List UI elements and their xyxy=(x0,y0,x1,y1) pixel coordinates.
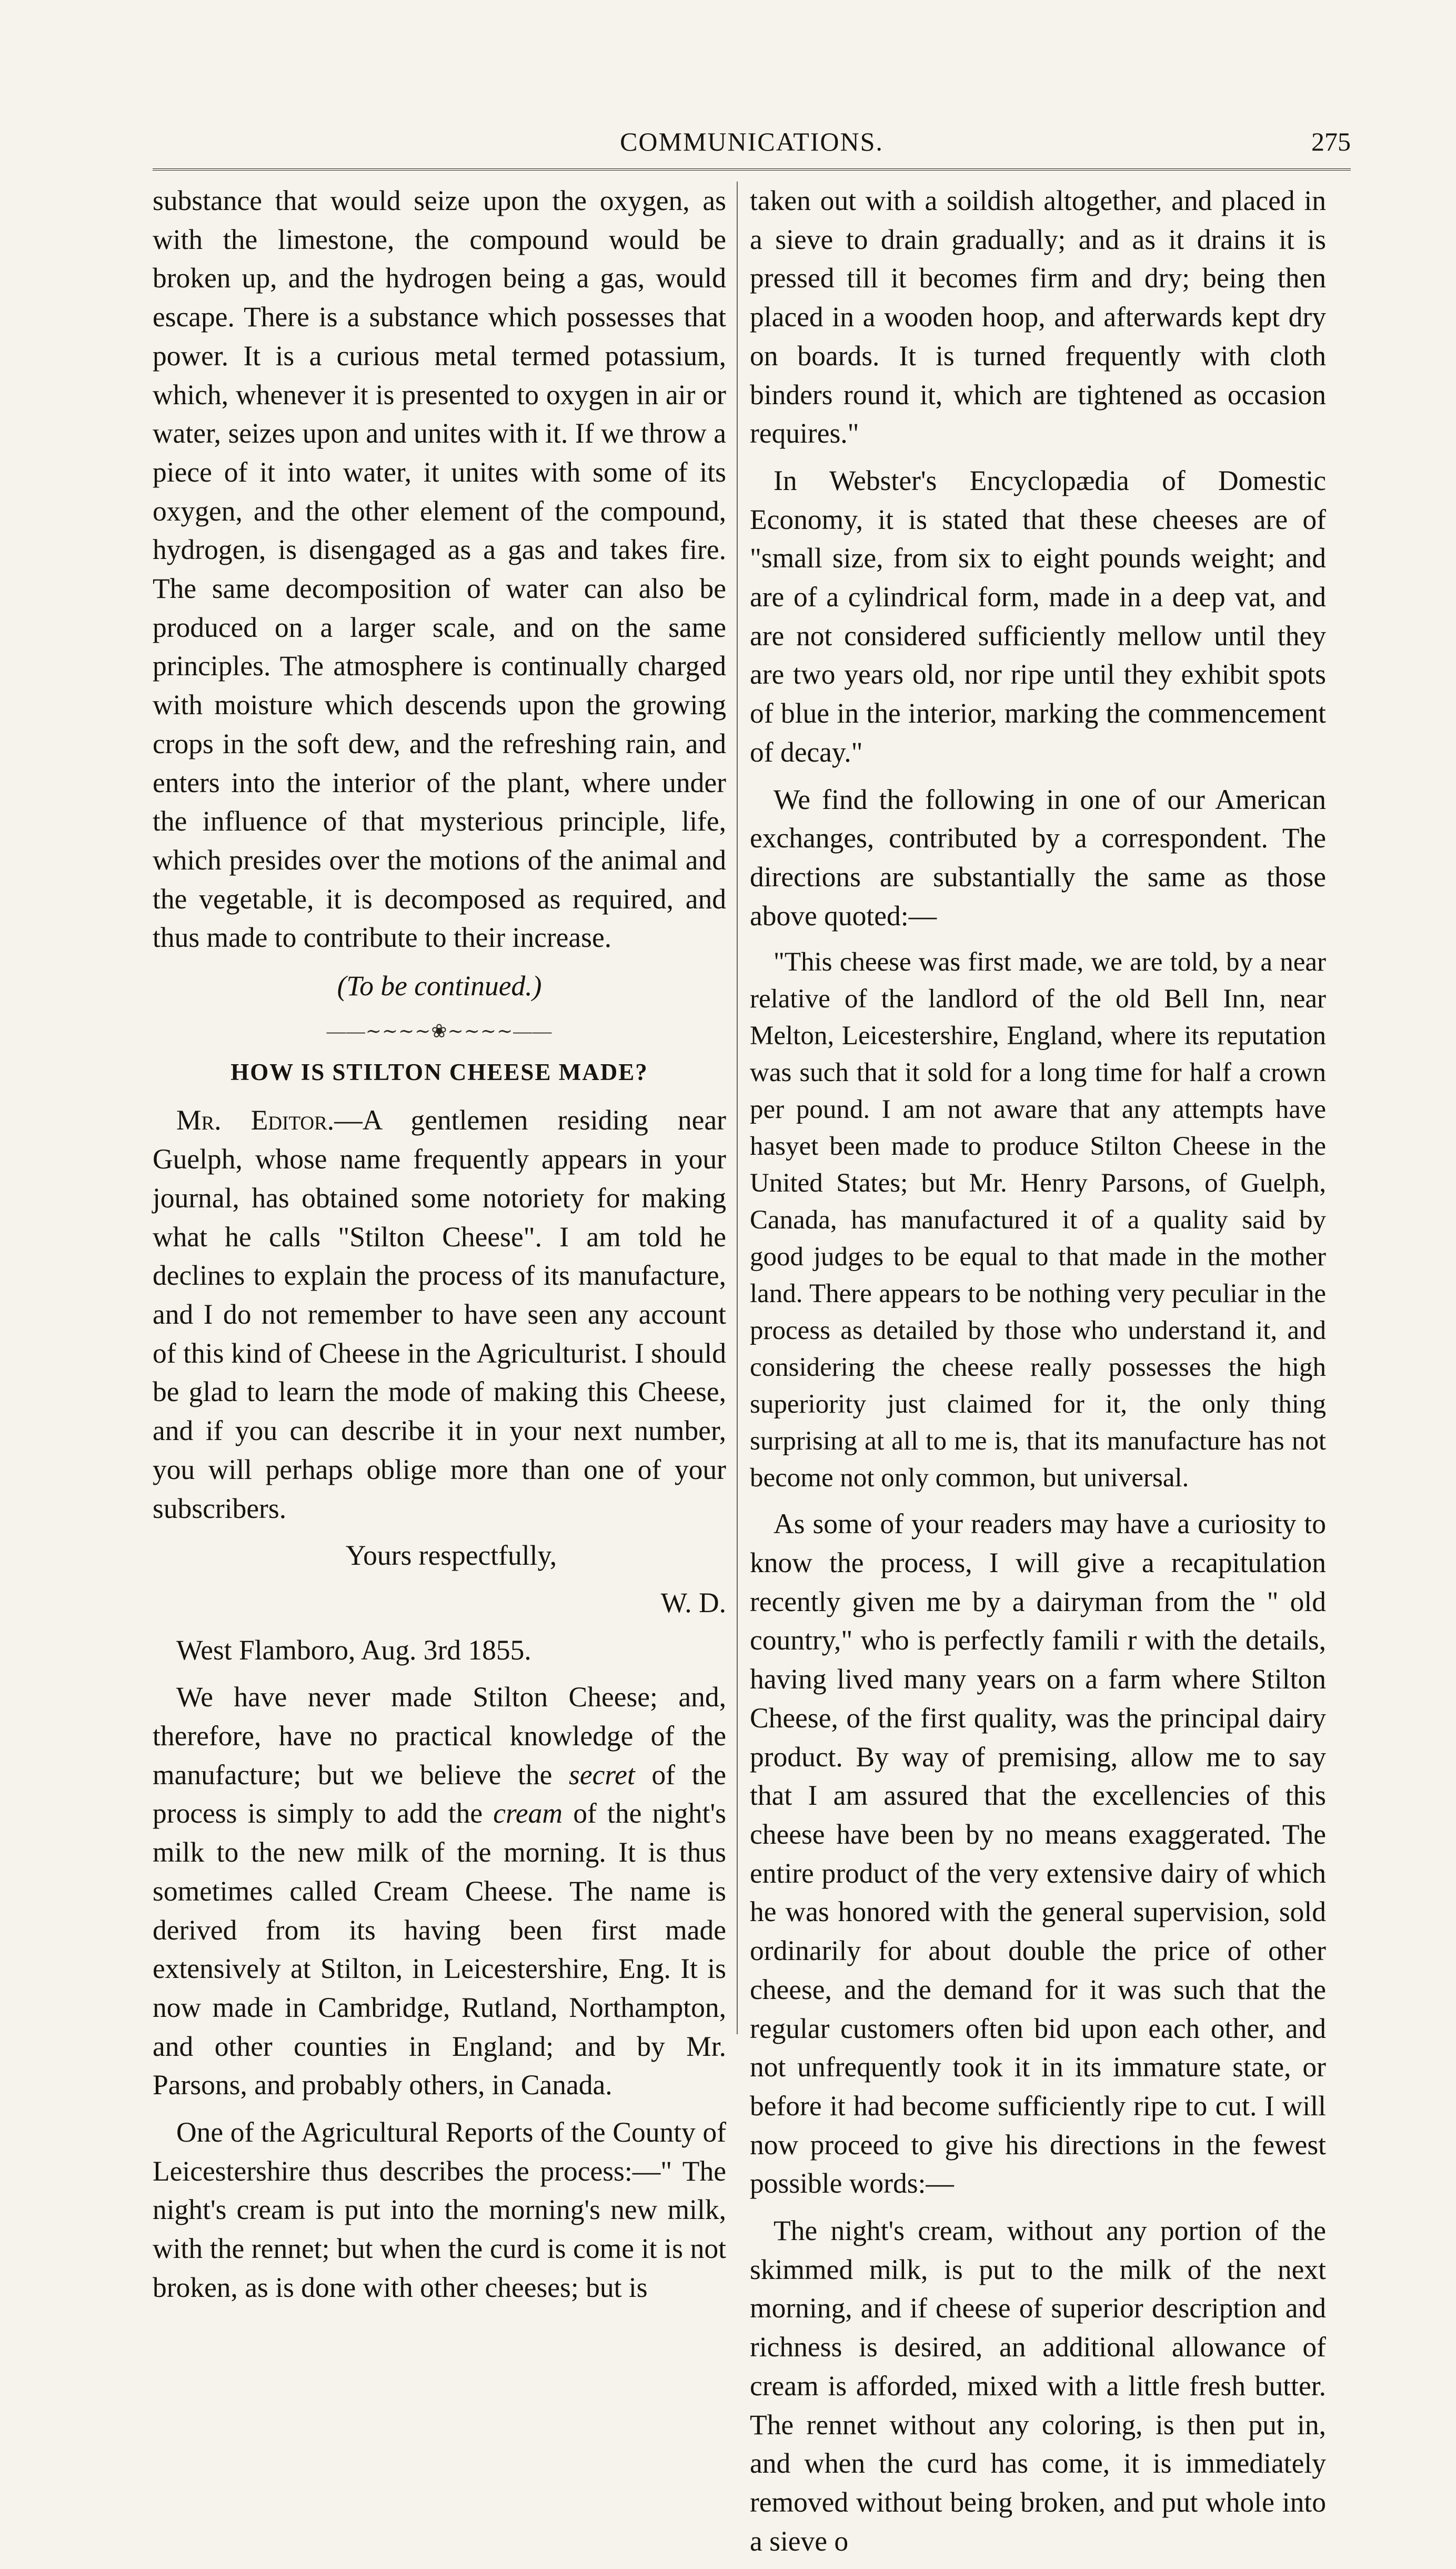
running-header xyxy=(153,126,1351,174)
running-title: COMMUNICATIONS. xyxy=(620,127,883,156)
article-headline: HOW IS STILTON CHEESE MADE? xyxy=(230,1058,648,1085)
quoted-paragraph: "This cheese was first made, we are told, by a near relative of the landlord of the old Bell Inn, near Melton, Leicestershire, England, where its reputation was such that it sold for a long time for half a crown per pound. I am not aware that any attempts have hasyet been made to produce Stilton Cheese in the United States; but Mr. Henry Parsons, of Guelph, Canada, has manufactured it of a quality said by good judges to be equal to that made in the mother land. There appears to be nothing very peculiar in the process as detailed by those who understand it, and considering the cheese really possesses the high superiority just claimed for it, the only thing surprising at all to me is, that its manufacture has not become not only common, but universal. xyxy=(750,947,1326,1493)
paragraph: We find the following in one of our American exchanges, contributed by a correspondent. The directions are substantially the same as those above quoted:— xyxy=(750,783,1326,932)
header-rule xyxy=(153,168,1351,171)
paragraph: taken out with a soildish altogether, and placed in a sieve to drain gradually; and as it drains it is pressed till it becomes firm and dry; being then placed in a wooden hoop, and afterwards kept dry on boards. It is turned frequently with cloth binders round it, which are tightened as occasion requires." xyxy=(750,185,1326,449)
paragraph: One of the Agricultural Reports of the County of Leicestershire thus describes the process:—" The night's cream is put into the morning's new milk, with the rennet; but when the curd is come it is not broken, as is done with other cheeses; but is xyxy=(153,2116,726,2303)
page-number: 275 xyxy=(1311,127,1351,156)
column-divider xyxy=(737,182,738,2034)
paragraph: The night's cream, without any portion of the skimmed milk, is put to the milk of the next morning, and if cheese of superior description and richness is desired, an additional allowance of cream is afforded, mixed with a little fresh butter. The rennet without any coloring, is then put in, and when the curd has come, it is immediately removed without being broken, and put whole into a sieve o xyxy=(750,2215,1326,2557)
text-run: of the process is simply to add the xyxy=(153,1758,726,1830)
left-column xyxy=(153,182,726,2316)
to-be-continued: (To be continued.) xyxy=(337,970,542,1002)
letter-salutation: Mr. Editor. xyxy=(176,1104,335,1136)
paragraph xyxy=(153,1678,726,2105)
letter-body: —A gentlemen residing near Guelph, whose name frequently appears in your journal, has obtained some notoriety for making what he calls "Stilton Cheese". I am told he declines to explain the process of its manufacture, and I do not remember to have seen any account of this kind of Cheese in the Agriculturist. I should be glad to learn the mode of making this Cheese, and if you can describe it in your next number, you will perhaps oblige more than one of your subscribers. xyxy=(153,1104,726,1524)
paragraph: As some of your readers may have a curiosity to know the process, I will give a recapitulation recently given me by a dairyman from the " old country," who is perfectly famili r with the details, having lived many years on a farm where Stilton Cheese, of the first quality, was the principal dairy product. By way of premising, allow me to say that I am assured that the excellencies of this cheese have been by no means exaggerated. The entire product of the very extensive dairy of which he was honored with the general supervision, sold ordinarily for about double the price of other cheese, and the demand for it was such that the regular customers often bid upon each other, and not unfrequently took it in its immature state, or before it had become sufficiently ripe to cut. I will now proceed to give his directions in the fewest possible words:— xyxy=(750,1508,1326,2200)
letter-signoff: Yours respectfully, xyxy=(345,1540,557,1572)
letter-paragraph xyxy=(153,1101,726,1528)
emphasis: secret xyxy=(569,1758,635,1791)
emphasis: cream xyxy=(493,1797,563,1830)
letter-dateline: West Flamboro, Aug. 3rd 1855. xyxy=(176,1634,531,1666)
text-run: of the night's milk to the new milk of the morning. It is thus sometimes called Cream Cheese. The name is derived from its having been first made extensively at Stilton, in Leicestershire, Eng. It is now made in Cambridge, Rutland, Northampton, and other counties in England; and by Mr. Parsons, and probably others, in Canada. xyxy=(153,1797,726,2101)
letter-signature: W. D. xyxy=(660,1586,726,1618)
paragraph: In Webster's Encyclopædia of Domestic Economy, it is stated that these cheeses are of "small size, from six to eight pounds weight; and are of a cylindrical form, made in a deep vat, and are not considered sufficiently mellow until they are two years old, nor ripe until they exhibit spots of blue in the interior, marking the commencement of decay." xyxy=(750,464,1326,768)
paragraph: substance that would seize upon the oxygen, as with the limestone, the compound would be broken up, and the hydrogen being a gas, would escape. There is a substance which possesses that power. It is a curious metal termed potassium, which, whenever it is presented to oxygen in air or water, seizes upon and unites with it. If we throw a piece of it into water, it unites with some of its oxygen, and the other element of the compound, hydrogen, is disengaged as a gas and takes fire. The same decomposition of water can also be produced on a larger scale, and on the same principles. The atmosphere is continually charged with moisture which descends upon the growing crops in the soft dew, and the refreshing rain, and enters into the interior of the plant, where under the influence of that mysterious principle, life, which presides over the motions of the animal and the vegetable, it is decomposed as required, and thus made to contribute to their increase. xyxy=(153,185,726,954)
section-ornament: ——∼∼∼∼❀∼∼∼∼—— xyxy=(326,1020,553,1042)
right-column xyxy=(750,182,1326,2569)
text-run: We have never made Stilton Cheese; and, therefore, have no practical knowledge of the manufacture; but we believe the xyxy=(153,1681,726,1791)
